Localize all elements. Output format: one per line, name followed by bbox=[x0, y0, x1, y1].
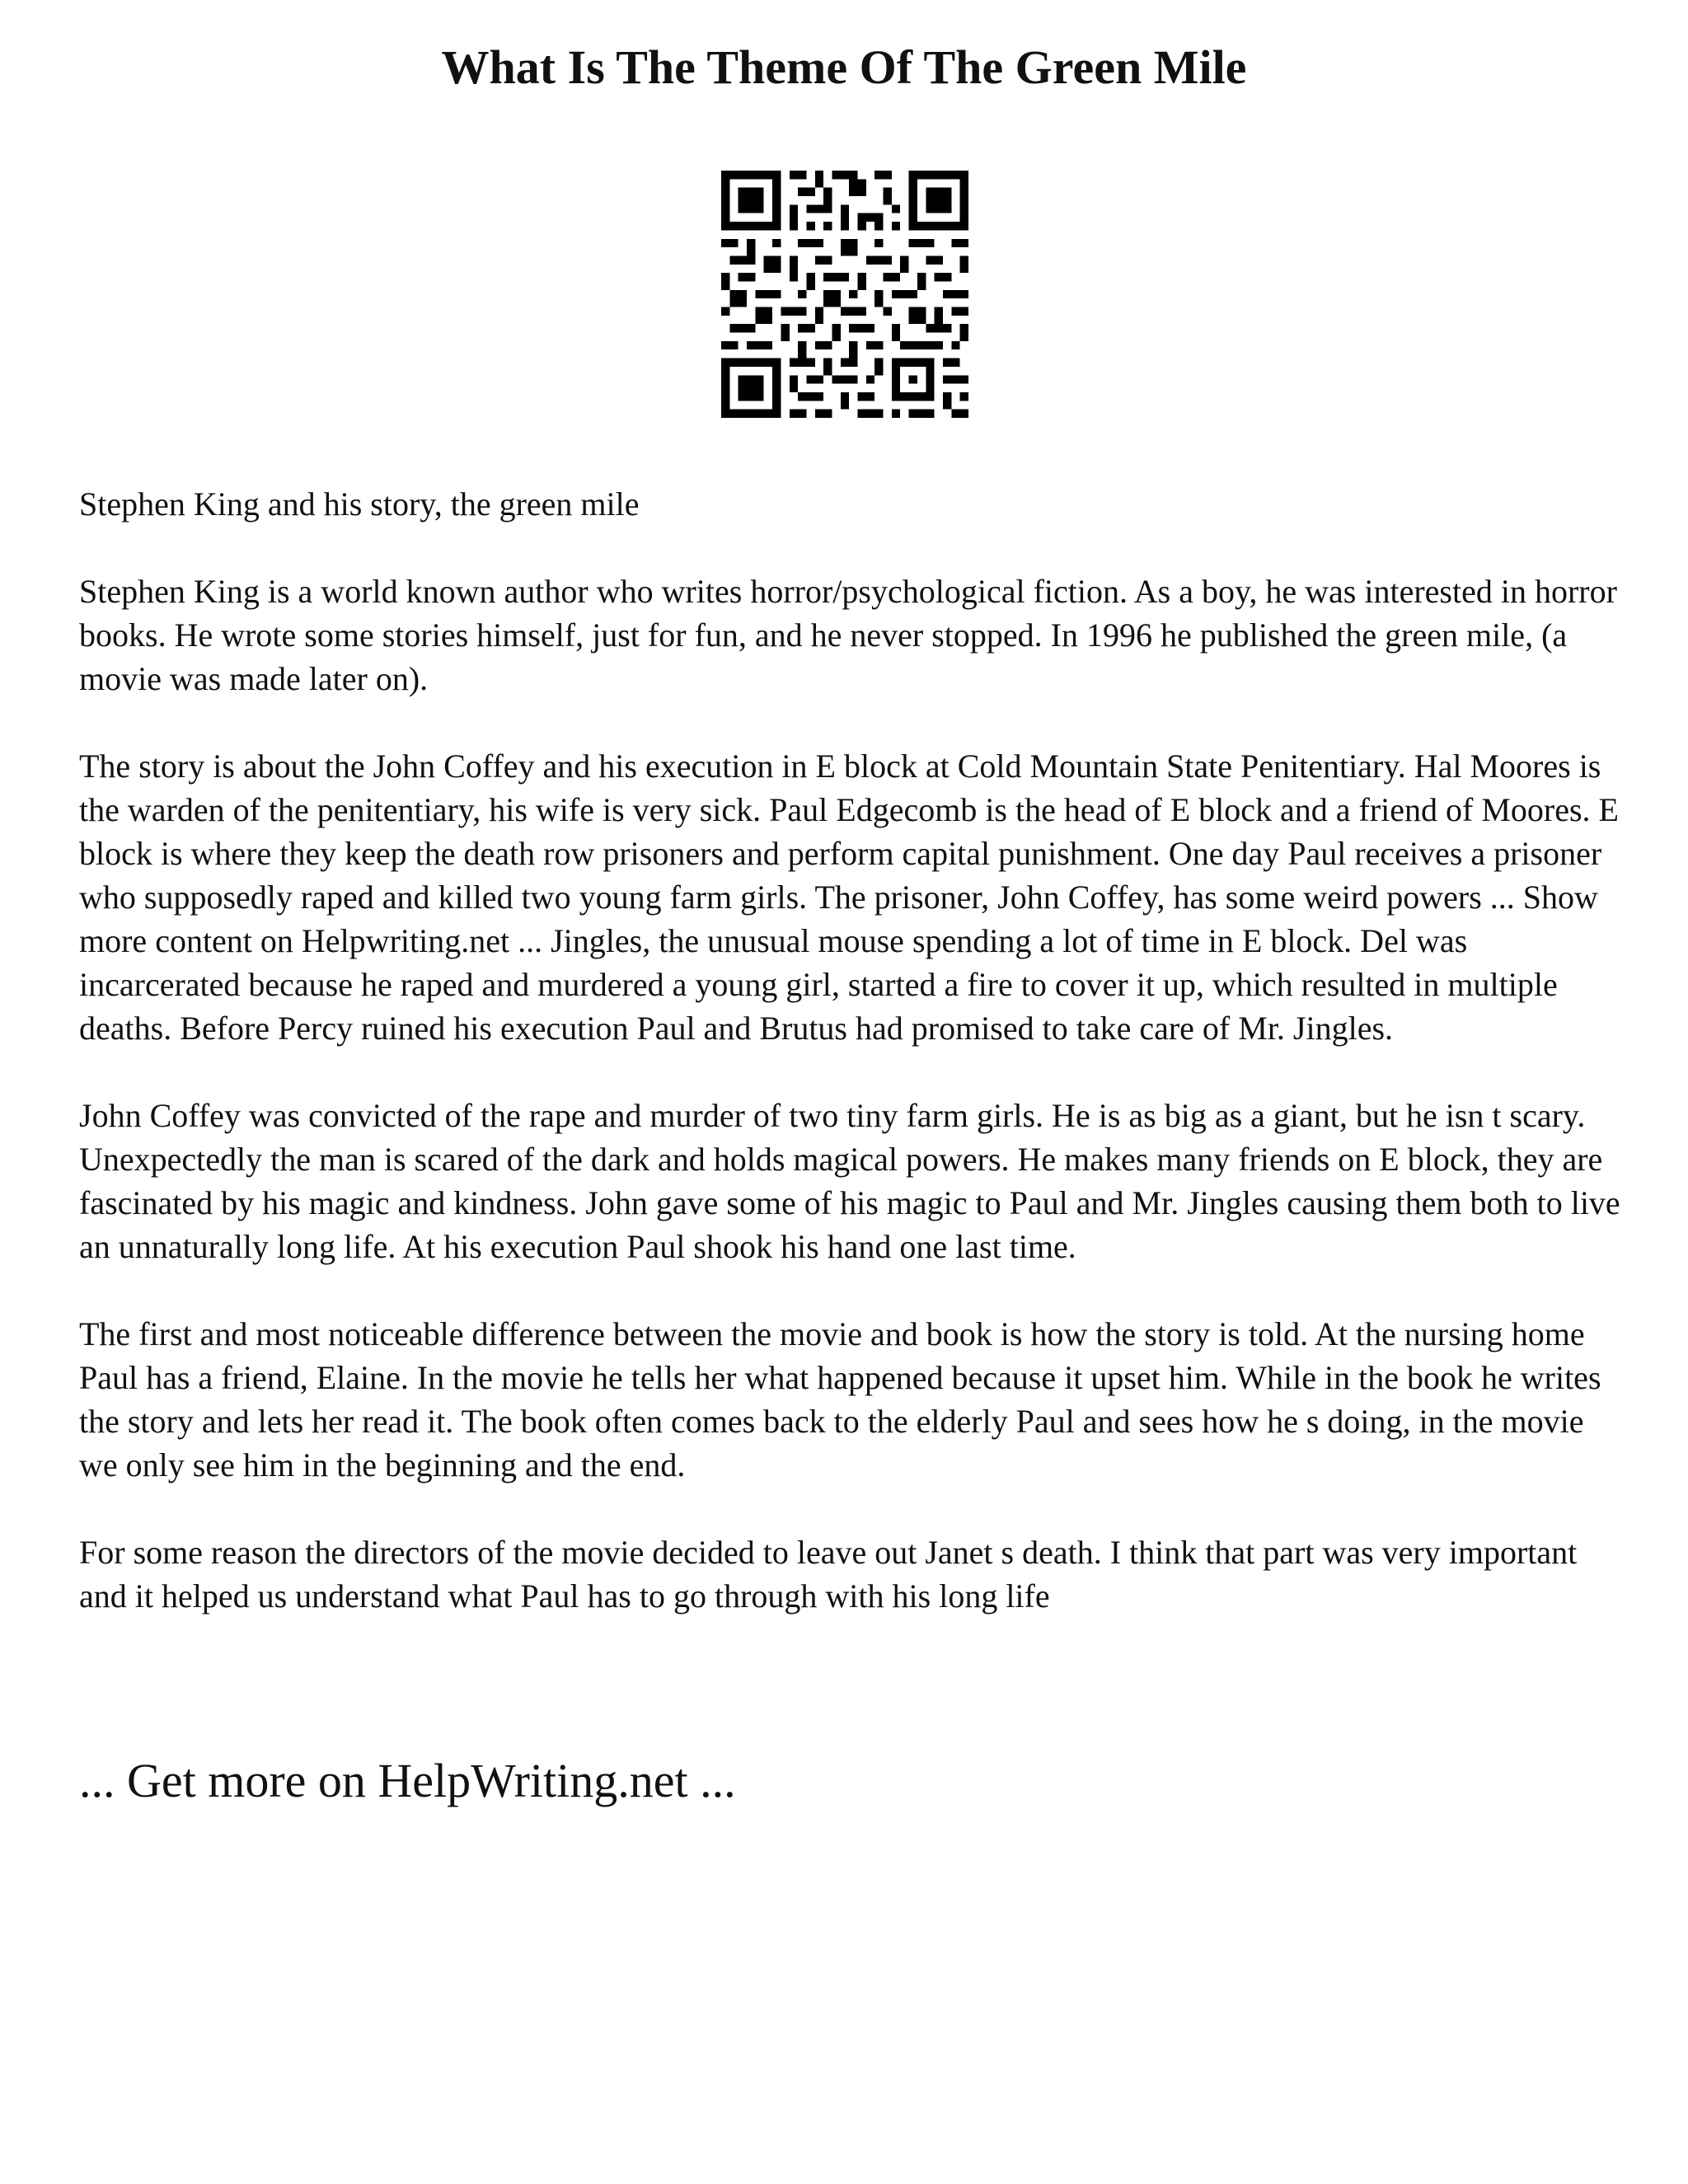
paragraph-author: Stephen King is a world known author who writes horror/psychological fiction. As a boy, he was interested in horror books. He wrote some stories himself, just for fun, and he never stopped. In 1996 he published the green mile, (a movie was made later on). bbox=[79, 573, 1617, 697]
intro-line: Stephen King and his story, the green mile bbox=[79, 485, 640, 523]
paragraph-story: The story is about the John Coffey and his execution in E block at Cold Mountain State Penitentiary. Hal Moores is the warden of the penitentiary, his wife is very sick. Paul Edgecomb is the head of E block and a friend of Moores. E block is where they keep the death row prisoners and perform capital punishment. One day Paul receives a prisoner who supposedly raped and killed two young farm girls. The prisoner, John Coffey, has some weird powers ... Show more content on Helpwriting.net ... Jingles, the unusual mouse spending a lot of time in E block. Del was incarcerated because he raped and murdered a young girl, started a fire to cover it up, which resulted in multiple deaths. Before Percy ruined his execution Paul and Brutus had promised to take care of Mr. Jingles. bbox=[79, 748, 1619, 1047]
qr-code-icon[interactable] bbox=[721, 171, 968, 418]
get-more-link[interactable]: ... Get more on HelpWriting.net ... bbox=[79, 1754, 736, 1807]
paragraph-differences: The first and most noticeable difference between the movie and book is how the story is told. At the nursing home Paul has a friend, Elaine. In the movie he tells her what happened because it upset him. While in the book he writes the story and lets her read it. The book often comes back to the elderly Paul and sees how he s doing, in the movie we only see him in the beginning and the end. bbox=[79, 1315, 1601, 1483]
article-body bbox=[79, 482, 1629, 1661]
document-title: What Is The Theme Of The Green Mile bbox=[441, 40, 1247, 94]
paragraph-coffey: John Coffey was convicted of the rape and murder of two tiny farm girls. He is as big as a giant, but he isn t scary. Unexpectedly the man is scared of the dark and holds magical powers. He makes many friends on E block, they are fascinated by his magic and kindness. John gave some of his magic to Paul and Mr. Jingles causing them both to live an unnaturally long life. At his execution Paul shook his hand one last time. bbox=[79, 1097, 1620, 1265]
paragraph-janet: For some reason the directors of the movie decided to leave out Janet s death. I think that part was very important and it helped us understand what Paul has to go through with his long life bbox=[79, 1534, 1578, 1615]
qr-code-graphic bbox=[721, 171, 968, 418]
